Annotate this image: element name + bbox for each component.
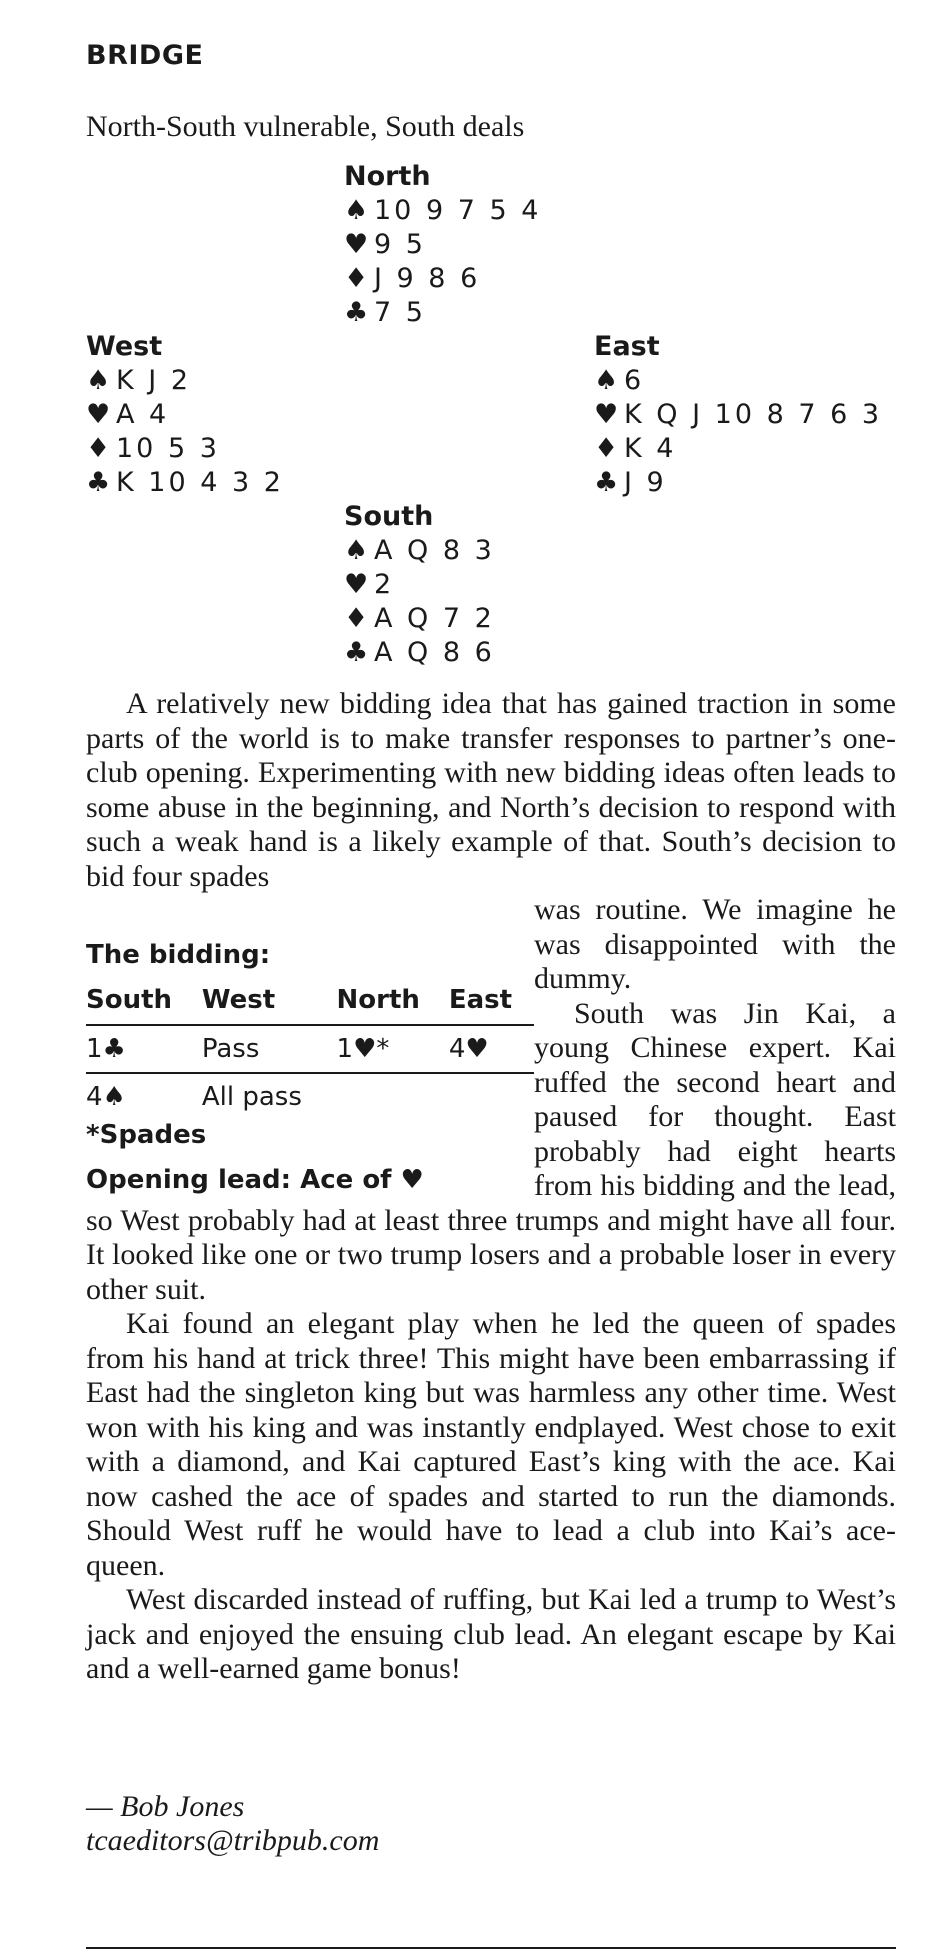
spades-holding xyxy=(86,364,284,398)
diamonds-holding xyxy=(344,262,541,296)
diamond-icon: ♦ xyxy=(344,263,369,294)
opening-lead: Opening lead: Ace of ♥ xyxy=(86,1165,424,1195)
article-paragraph-2: South was Jin Kai, a young Chinese expert. Kai ruffed the second heart and paused for thought. East probably had eight hearts from his bidding and the lead, so West probably had at least three trumps and might have all four. It looked like one or two trump losers and a probable loser in every other suit. xyxy=(86,996,896,1306)
hand-label: East xyxy=(594,331,660,362)
heart-icon: ♥ xyxy=(594,399,619,430)
spade-icon: ♠ xyxy=(344,195,369,226)
cards: A Q 8 3 xyxy=(374,535,495,566)
column-title: BRIDGE xyxy=(86,40,204,71)
diamond-icon: ♦ xyxy=(86,433,111,464)
spade-icon: ♠ xyxy=(86,365,111,396)
signoff xyxy=(86,1790,379,1858)
spade-icon: ♠ xyxy=(594,365,619,396)
cards: 6 xyxy=(624,365,645,396)
bid-cell: 1♥* xyxy=(337,1025,449,1073)
cards: K 10 4 3 2 xyxy=(116,467,284,498)
spades-holding xyxy=(594,364,882,398)
club-icon: ♣ xyxy=(344,297,369,328)
bidding-header-row xyxy=(86,982,534,1025)
west-hand xyxy=(86,330,284,500)
diamonds-holding xyxy=(594,432,882,466)
bid-cell: Pass xyxy=(202,1025,337,1073)
author: — Bob Jones xyxy=(86,1790,245,1823)
cards: J 9 xyxy=(624,467,667,498)
bidding-table xyxy=(86,982,534,1120)
hearts-holding xyxy=(344,568,495,602)
hearts-holding xyxy=(344,228,541,262)
diamond-icon: ♦ xyxy=(594,433,619,464)
contact-email[interactable]: tcaeditors@tribpub.com xyxy=(86,1824,380,1857)
diamond-icon: ♦ xyxy=(344,603,369,634)
clubs-holding xyxy=(344,636,495,670)
bidding-header: South xyxy=(86,982,202,1025)
club-icon: ♣ xyxy=(594,467,619,498)
heart-icon: ♥ xyxy=(86,399,111,430)
bidding-header: North xyxy=(337,982,449,1025)
south-hand xyxy=(344,500,495,670)
bidding-row xyxy=(86,1073,534,1120)
article-paragraph-3: Kai found an elegant play when he led the queen of spades from his hand at trick three! This might have been embarrassing if East had the singleton king but was harmless any other time. West won with his king and was instantly endplayed. West chose to exit with a diamond, and Kai captured East’s king with the ace. Kai now cashed the ace of spades and started to run the diamonds. Should West ruff he would have to lead a club into Kai’s ace-queen. xyxy=(86,1307,896,1582)
bid-cell: All pass xyxy=(201,1082,302,1112)
cards: K Q J 10 8 7 6 3 xyxy=(624,399,883,430)
hand-label: South xyxy=(344,501,434,532)
cards: 2 xyxy=(374,569,395,600)
cards: K J 2 xyxy=(116,365,192,396)
bid-cell: 1♣ xyxy=(86,1025,202,1073)
clubs-holding xyxy=(86,466,284,500)
cards: A Q 7 2 xyxy=(374,603,495,634)
hand-label: North xyxy=(344,161,431,192)
spades-holding xyxy=(344,194,541,228)
cards: A 4 xyxy=(116,399,170,430)
hearts-holding xyxy=(594,398,882,432)
north-hand xyxy=(344,160,541,330)
cards: K 4 xyxy=(624,433,677,464)
cards: J 9 8 6 xyxy=(374,263,481,294)
diamonds-holding xyxy=(86,432,284,466)
spades-holding xyxy=(344,534,495,568)
diamonds-holding xyxy=(344,602,495,636)
article-paragraph-1-continued: was routine. We imagine he was disappointed with the dummy. xyxy=(534,893,896,995)
clubs-holding xyxy=(594,466,882,500)
cards: 7 5 xyxy=(374,297,426,328)
bidding-header: West xyxy=(202,982,337,1025)
club-icon: ♣ xyxy=(86,467,111,498)
cards: 10 9 7 5 4 xyxy=(374,195,542,226)
hearts-holding xyxy=(86,398,284,432)
hand-label: West xyxy=(86,331,163,362)
bid-cell xyxy=(337,1073,449,1120)
bidding-header: East xyxy=(449,982,534,1025)
clubs-holding xyxy=(344,296,541,330)
east-hand xyxy=(594,330,882,500)
bidding-title: The bidding: xyxy=(86,940,271,970)
cards: A Q 8 6 xyxy=(374,637,495,668)
paragraph-text: A relatively new bidding idea that has gained traction in some parts of the world is to make transfer responses to partner’s one-club opening. Experimenting with new bidding ideas often leads to some abuse in the beginning, and North’s decision to respond with such a weak hand is a likely example of that. South’s decision to bid four spades xyxy=(86,687,896,893)
bidding-footnote: *Spades xyxy=(86,1120,207,1150)
article-paragraph-1 xyxy=(86,687,896,894)
bid-cell xyxy=(449,1073,534,1120)
bidding-row xyxy=(86,1025,534,1073)
heart-icon: ♥ xyxy=(344,229,369,260)
bid-cell: 4♠ xyxy=(86,1082,126,1112)
deal-conditions: North-South vulnerable, South deals xyxy=(86,110,525,143)
cards: 9 5 xyxy=(374,229,426,260)
cards: 10 5 3 xyxy=(116,433,220,464)
spade-icon: ♠ xyxy=(344,535,369,566)
club-icon: ♣ xyxy=(344,637,369,668)
bid-cell: 4♥ xyxy=(449,1025,534,1073)
heart-icon: ♥ xyxy=(344,569,369,600)
article-paragraph-4: West discarded instead of ruffing, but Kai led a trump to West’s jack and enjoyed the ensuing club lead. An elegant escape by Kai and a well-earned game bonus! xyxy=(86,1583,896,1685)
bottom-rule xyxy=(86,1947,896,1949)
